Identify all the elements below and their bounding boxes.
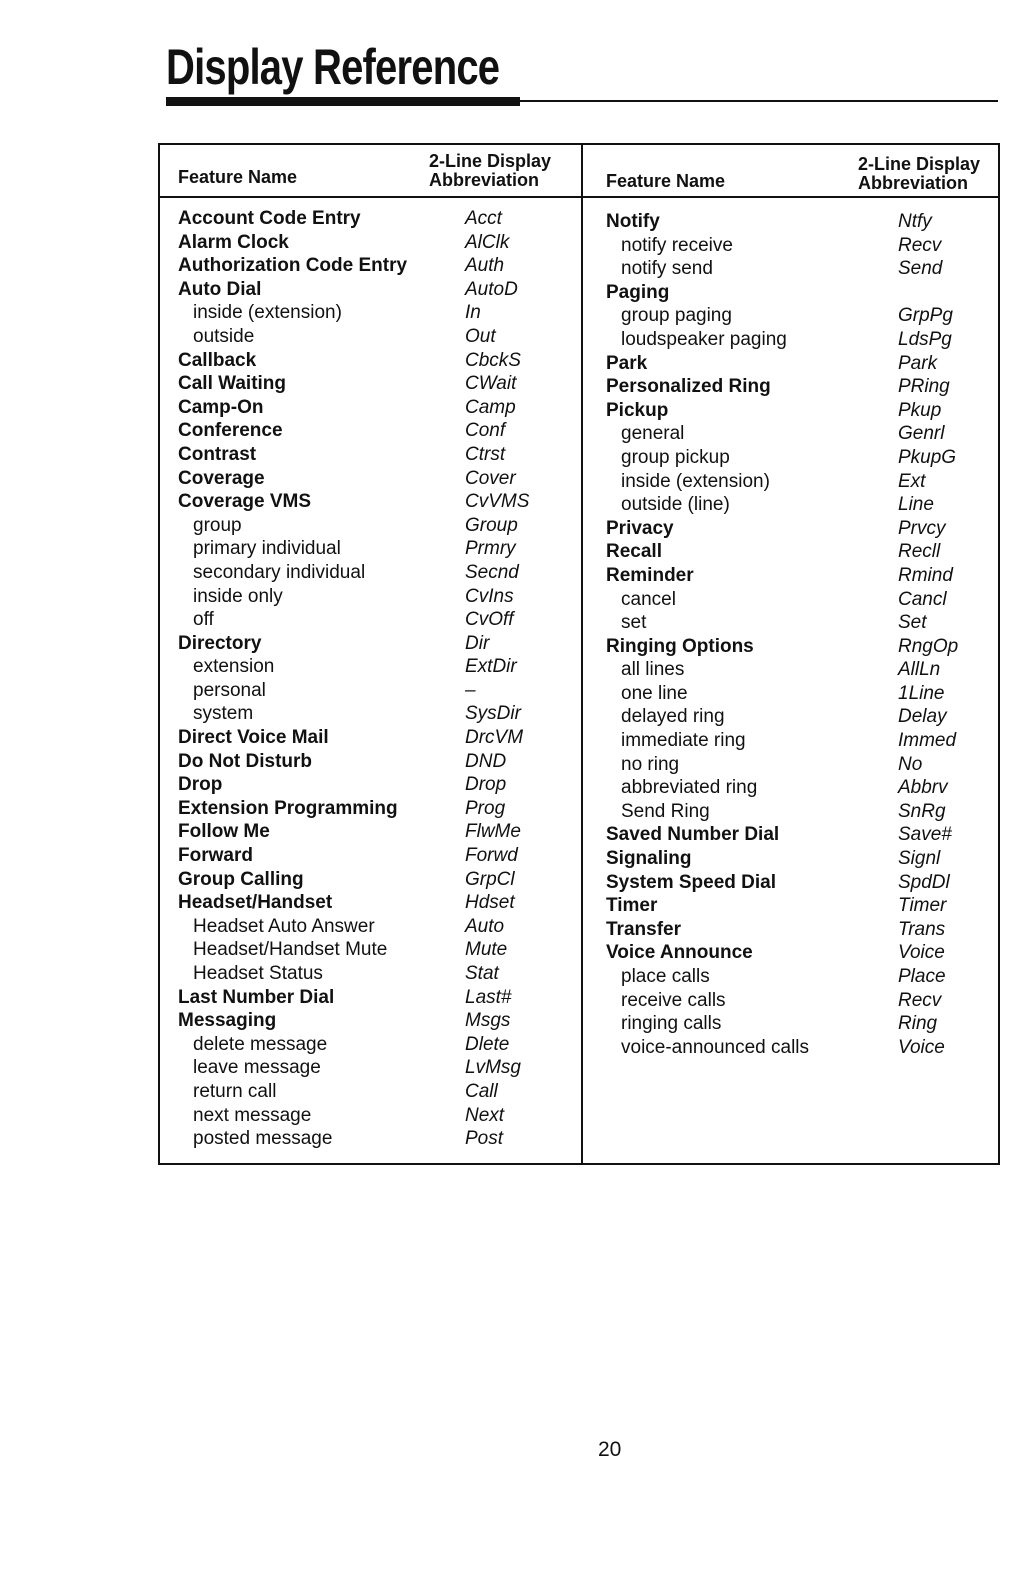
table-row <box>178 443 578 467</box>
table-row <box>606 776 1006 800</box>
table-row <box>178 608 578 632</box>
display-abbreviation: Post <box>465 1128 504 1150</box>
display-abbreviation: Out <box>465 325 496 347</box>
table-row <box>178 820 578 844</box>
display-abbreviation: In <box>465 302 481 324</box>
display-abbreviation: AutoD <box>465 278 518 300</box>
feature-name: one line <box>621 682 688 704</box>
table-row <box>606 399 1006 423</box>
right-header-abbr-line2: Abbreviation <box>858 173 969 193</box>
feature-name: outside (line) <box>621 494 730 516</box>
feature-name: return call <box>193 1080 277 1102</box>
table-row <box>606 375 1006 399</box>
right-header-feature: Feature Name <box>606 171 726 191</box>
feature-name: Camp-On <box>178 396 264 418</box>
table-row <box>606 941 1006 965</box>
table-row <box>178 372 578 396</box>
feature-name: Recall <box>606 541 662 563</box>
display-abbreviation: GrpCl <box>465 868 515 890</box>
display-abbreviation: CbckS <box>465 349 521 371</box>
display-abbreviation: PkupG <box>898 446 957 468</box>
feature-name: Callback <box>178 349 257 371</box>
feature-name: Voice Announce <box>606 942 753 964</box>
display-abbreviation: Ntfy <box>898 211 932 232</box>
page-title: Display Reference <box>166 39 500 95</box>
table-row <box>178 467 578 491</box>
table-row <box>178 396 578 420</box>
table-row <box>606 422 1006 446</box>
display-abbreviation: RngOp <box>898 635 959 657</box>
display-abbreviation: Forwd <box>465 845 518 867</box>
feature-name: no ring <box>621 753 680 775</box>
table-row <box>606 682 1006 706</box>
display-abbreviation: Dlete <box>465 1033 510 1055</box>
table-row <box>178 349 578 373</box>
display-abbreviation: No <box>898 753 923 775</box>
display-abbreviation: Park <box>898 352 938 374</box>
table-row <box>178 1127 578 1151</box>
feature-name: group <box>193 514 242 536</box>
table-row <box>178 797 578 821</box>
display-abbreviation: LvMsg <box>465 1057 521 1079</box>
feature-name: Direct Voice Mail <box>178 727 329 749</box>
feature-name: Personalized Ring <box>606 376 771 398</box>
feature-name: Ringing Options <box>606 635 754 657</box>
display-abbreviation: Ctrst <box>465 443 506 465</box>
table-row <box>178 231 578 255</box>
display-abbreviation: Cover <box>465 467 516 489</box>
feature-name: posted message <box>193 1128 333 1150</box>
feature-name: notify receive <box>621 234 733 256</box>
feature-name: Do Not Disturb <box>178 750 313 772</box>
display-abbreviation: Trans <box>898 918 946 940</box>
table-row <box>606 540 1006 564</box>
display-abbreviation: Pkup <box>898 399 942 421</box>
left-header-feature: Feature Name <box>178 167 298 187</box>
table-row <box>606 847 1006 871</box>
feature-name: Drop <box>178 774 223 796</box>
display-abbreviation: SnRg <box>898 800 946 822</box>
display-abbreviation: DND <box>465 750 507 772</box>
display-abbreviation: Place <box>898 966 946 987</box>
display-abbreviation: ExtDir <box>465 656 517 678</box>
display-abbreviation: Mute <box>465 939 508 961</box>
table-row <box>178 632 578 656</box>
display-abbreviation: Ext <box>898 470 926 492</box>
display-abbreviation: Ring <box>898 1013 938 1035</box>
display-abbreviation: Prog <box>465 797 506 819</box>
table-row <box>178 514 578 538</box>
feature-name: outside <box>193 325 255 347</box>
column-separator <box>581 145 583 1165</box>
header-separator <box>160 196 1000 198</box>
table-row <box>606 304 1006 328</box>
display-abbreviation: Signl <box>898 848 941 870</box>
display-abbreviation: Auth <box>465 255 505 277</box>
feature-name: Signaling <box>606 848 692 870</box>
feature-name: Coverage <box>178 467 265 489</box>
feature-name: Forward <box>178 845 253 867</box>
feature-name: Last Number Dial <box>178 986 335 1008</box>
table-row <box>178 868 578 892</box>
feature-name: leave message <box>193 1057 321 1079</box>
table-row <box>178 702 578 726</box>
table-row <box>178 1080 578 1104</box>
table-row <box>178 915 578 939</box>
feature-name: primary individual <box>193 538 341 560</box>
table-row <box>178 655 578 679</box>
table-row <box>178 726 578 750</box>
display-abbreviation: Delay <box>898 706 947 728</box>
table-row <box>606 446 1006 470</box>
feature-name: group paging <box>621 305 732 327</box>
table-row <box>606 823 1006 847</box>
display-abbreviation: Voice <box>898 1036 945 1058</box>
table-row <box>606 234 1006 258</box>
feature-name: ringing calls <box>621 1013 722 1035</box>
table-row <box>178 962 578 986</box>
display-abbreviation: SpdDl <box>898 871 950 893</box>
table-row <box>606 328 1006 352</box>
feature-name: voice-announced calls <box>621 1036 810 1058</box>
feature-name: delayed ring <box>621 706 725 728</box>
feature-name: Timer <box>606 895 658 917</box>
feature-name: personal <box>193 679 266 701</box>
feature-name: Saved Number Dial <box>606 824 780 846</box>
feature-name: Transfer <box>606 918 681 940</box>
feature-name: Messaging <box>178 1010 277 1032</box>
table-row <box>178 585 578 609</box>
display-abbreviation: Recv <box>898 234 942 256</box>
feature-name: Auto Dial <box>178 278 262 300</box>
display-abbreviation: AlClk <box>465 231 510 253</box>
display-abbreviation: PRing <box>898 376 950 398</box>
feature-name: Send Ring <box>621 800 710 822</box>
feature-name: immediate ring <box>621 730 746 752</box>
display-abbreviation: Line <box>898 494 934 516</box>
table-row <box>606 588 1006 612</box>
table-row <box>178 844 578 868</box>
left-column <box>178 207 578 1151</box>
table-row <box>606 210 1006 234</box>
feature-name: Pickup <box>606 399 669 421</box>
display-abbreviation: Rmind <box>898 564 953 586</box>
table-row <box>178 537 578 561</box>
feature-name: cancel <box>621 588 676 610</box>
display-abbreviation: Call <box>465 1080 498 1102</box>
title-rule-thin <box>520 100 998 102</box>
table-row <box>606 257 1006 281</box>
feature-name: all lines <box>621 659 685 681</box>
feature-name: Follow Me <box>178 821 270 843</box>
feature-name: receive calls <box>621 989 726 1011</box>
feature-name: notify send <box>621 258 713 280</box>
feature-name: Conference <box>178 420 283 442</box>
display-abbreviation: Prvcy <box>898 517 946 539</box>
feature-name: extension <box>193 656 275 678</box>
display-abbreviation: Stat <box>465 963 499 984</box>
feature-name: Extension Programming <box>178 797 398 819</box>
display-abbreviation: Group <box>465 514 518 536</box>
feature-name: secondary individual <box>193 561 366 583</box>
display-abbreviation: Recv <box>898 989 942 1011</box>
table-row <box>606 871 1006 895</box>
table-row <box>178 679 578 703</box>
table-row <box>178 750 578 774</box>
display-abbreviation: Conf <box>465 420 506 442</box>
display-abbreviation: Acct <box>465 208 502 229</box>
feature-name: Headset/Handset Mute <box>193 939 388 961</box>
display-abbreviation: Dir <box>465 632 490 654</box>
display-abbreviation: Msgs <box>465 1010 511 1032</box>
feature-name: Privacy <box>606 517 674 539</box>
feature-name: abbreviated ring <box>621 777 758 799</box>
title-rule-thick <box>166 97 520 106</box>
table-row <box>606 493 1006 517</box>
feature-name: Contrast <box>178 443 257 465</box>
table-row <box>178 1056 578 1080</box>
feature-name: Paging <box>606 281 670 303</box>
table-row <box>178 1033 578 1057</box>
display-abbreviation: – <box>465 679 476 701</box>
feature-name: Headset Status <box>193 963 323 984</box>
display-abbreviation: AllLn <box>898 659 941 681</box>
table-row <box>178 773 578 797</box>
table-row <box>178 419 578 443</box>
table-row <box>178 207 578 231</box>
feature-name: inside only <box>193 585 283 607</box>
table-row <box>178 490 578 514</box>
display-abbreviation: Set <box>898 612 927 634</box>
feature-name: place calls <box>621 966 710 987</box>
display-abbreviation: Save# <box>898 824 952 846</box>
table-row <box>178 254 578 278</box>
table-row <box>606 729 1006 753</box>
feature-name: Directory <box>178 632 262 654</box>
display-abbreviation: Immed <box>898 730 957 752</box>
feature-name: loudspeaker paging <box>621 328 787 350</box>
table-row <box>178 986 578 1010</box>
right-column <box>606 210 1006 1059</box>
table-row <box>606 1036 1006 1060</box>
table-row <box>178 278 578 302</box>
page-number: 20 <box>598 1438 622 1461</box>
feature-name: Notify <box>606 211 660 232</box>
display-abbreviation: CvVMS <box>465 491 530 513</box>
display-abbreviation: Prmry <box>465 538 516 560</box>
table-row <box>606 894 1006 918</box>
display-abbreviation: Next <box>465 1104 505 1126</box>
display-abbreviation: CWait <box>465 373 517 395</box>
feature-name: general <box>621 423 685 445</box>
feature-name: system <box>193 703 254 725</box>
display-abbreviation: Cancl <box>898 588 947 610</box>
table-row <box>178 1104 578 1128</box>
table-row <box>178 325 578 349</box>
feature-name: Headset/Handset <box>178 892 333 914</box>
feature-name: System Speed Dial <box>606 871 777 893</box>
display-abbreviation: GrpPg <box>898 305 953 327</box>
table-row <box>606 1012 1006 1036</box>
table-row <box>606 470 1006 494</box>
feature-name: Alarm Clock <box>178 231 289 253</box>
table-row <box>178 891 578 915</box>
table-row <box>606 965 1006 989</box>
display-abbreviation: 1Line <box>898 682 945 704</box>
display-abbreviation: Genrl <box>898 423 945 445</box>
table-row <box>178 1009 578 1033</box>
feature-name: Headset Auto Answer <box>193 915 375 937</box>
left-header-abbr-line1: 2-Line Display <box>429 151 552 171</box>
display-abbreviation: Recll <box>898 541 941 563</box>
display-abbreviation: CvOff <box>465 609 514 631</box>
table-row <box>606 352 1006 376</box>
display-abbreviation: Hdset <box>465 892 515 914</box>
table-row <box>178 561 578 585</box>
display-abbreviation: Secnd <box>465 561 519 583</box>
table-row <box>178 301 578 325</box>
feature-name: Authorization Code Entry <box>178 255 408 277</box>
display-abbreviation: Voice <box>898 942 945 964</box>
table-row <box>606 281 1006 305</box>
feature-name: inside (extension) <box>193 302 342 324</box>
table-row <box>606 800 1006 824</box>
display-abbreviation: Timer <box>898 895 947 917</box>
display-abbreviation: Camp <box>465 396 516 418</box>
display-abbreviation: Send <box>898 258 943 280</box>
feature-name: Account Code Entry <box>178 208 361 229</box>
table-row <box>178 938 578 962</box>
display-abbreviation: FlwMe <box>465 821 521 843</box>
feature-name: group pickup <box>621 446 730 468</box>
table-row <box>606 989 1006 1013</box>
table-row <box>606 705 1006 729</box>
feature-name: Group Calling <box>178 868 304 890</box>
right-header-abbr-line1: 2-Line Display <box>858 154 981 174</box>
display-abbreviation: LdsPg <box>898 328 952 350</box>
left-header-abbr-line2: Abbreviation <box>429 170 540 190</box>
feature-name: Call Waiting <box>178 373 287 395</box>
table-row <box>606 517 1006 541</box>
feature-name: inside (extension) <box>621 470 770 492</box>
feature-name: delete message <box>193 1033 328 1055</box>
table-row <box>606 564 1006 588</box>
display-abbreviation: Drop <box>465 774 507 796</box>
display-abbreviation: DrcVM <box>465 727 524 749</box>
display-abbreviation: Abbrv <box>898 777 948 799</box>
display-abbreviation: SysDir <box>465 703 521 725</box>
display-abbreviation: CvIns <box>465 585 514 607</box>
display-reference-table <box>158 143 1000 1165</box>
feature-name: off <box>193 609 214 631</box>
feature-name: next message <box>193 1104 312 1126</box>
table-row <box>606 658 1006 682</box>
table-row <box>606 611 1006 635</box>
table-row <box>606 635 1006 659</box>
table-row <box>606 918 1006 942</box>
feature-name: Reminder <box>606 564 694 586</box>
feature-name: set <box>621 612 647 634</box>
feature-name: Coverage VMS <box>178 491 312 513</box>
display-abbreviation: Last# <box>465 986 512 1008</box>
table-row <box>606 753 1006 777</box>
display-abbreviation: Auto <box>465 915 505 937</box>
feature-name: Park <box>606 352 648 374</box>
